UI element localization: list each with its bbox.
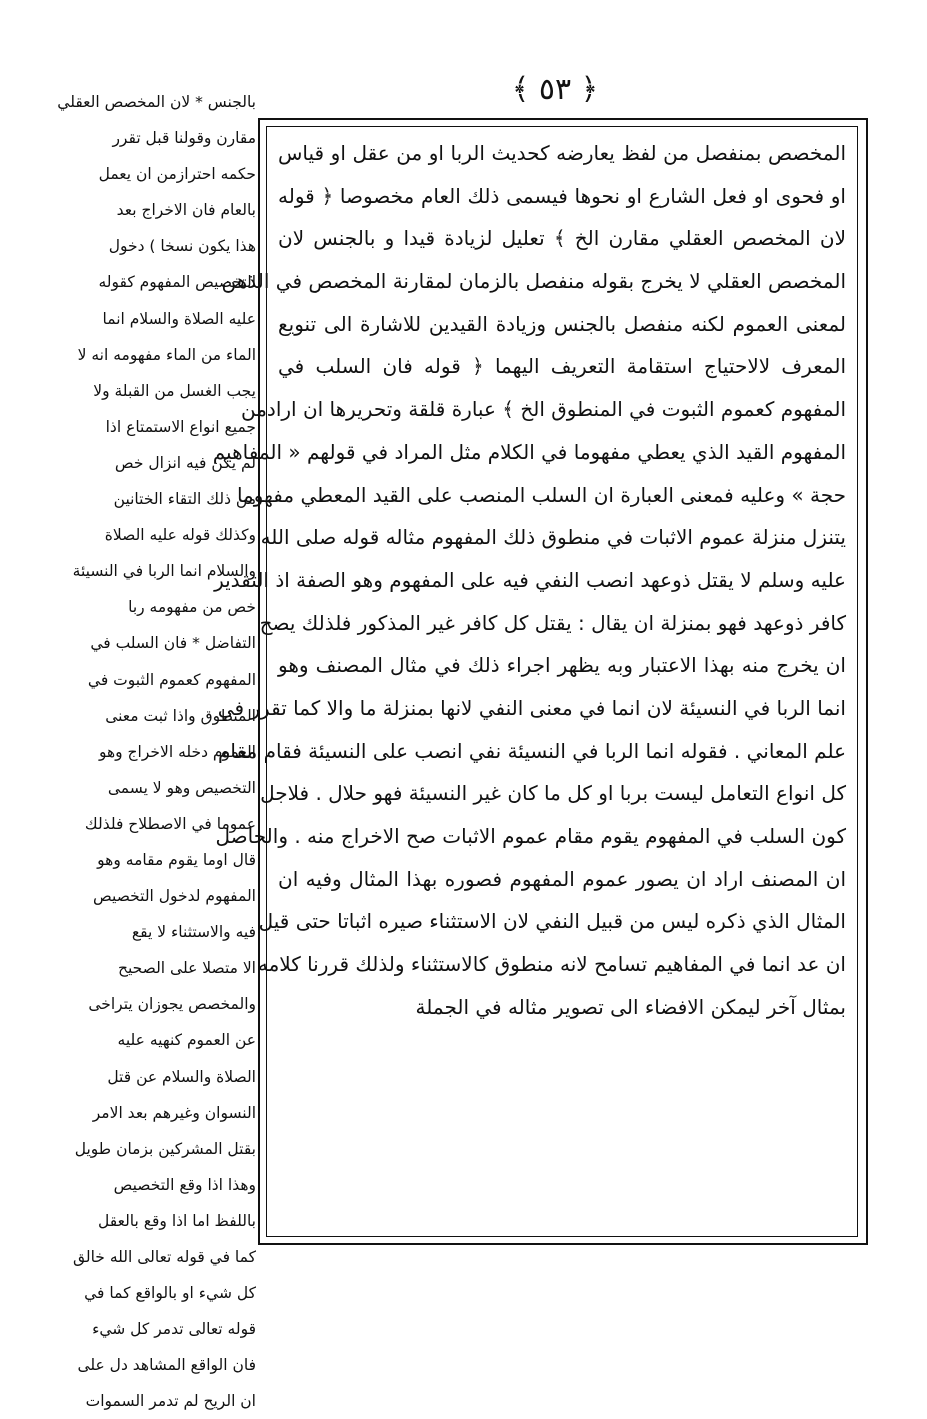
margin-text-line: والمخصص يجوزان يتراخى [88,995,256,1014]
page-number: ﴿ ٥٣ ﴾ [511,72,599,107]
margin-text-line: خص من مفهومه ربا [128,598,256,617]
main-text-line: المفهوم القيد الذي يعطي مفهوما في الكلام مثل المراد في قولهم « المفاهيم [212,439,846,464]
margin-text-line: الماء من الماء مفهومه انه لا [77,345,256,364]
margin-text-line: التخصيص وهو لا يسمى [107,778,256,797]
margin-commentary [4,84,256,1411]
margin-text-line: قال اوما يقوم مقامه وهو [97,850,256,869]
margin-text-line: المفهوم لدخول التخصيص [93,887,256,906]
margin-text-line: ان الريح لم تدمر السموات [85,1392,256,1411]
main-text-line: ان المصنف اراد ان يصور عموم المفهوم فصوره بهذا المثال وفيه ان [278,866,846,891]
main-text-line: بمثال آخر ليمكن الافضاء الى تصوير مثاله في الجملة [415,994,846,1019]
margin-text-line: الا متصلا على الصحيح [117,959,256,978]
margin-text-line: حكمه احترازمن ان يعمل [98,165,256,184]
main-text-line: المفهوم كعموم الثبوت في المنطوق الخ ﴾ عبارة قلقة وتحريرها ان ارادمن [240,397,846,422]
margin-text-line: المفهوم كعموم الثبوت في [87,670,256,689]
margin-text-line: العموم دخله الاخراج وهو [98,742,256,761]
margin-text-line: المنطوق واذا ثبت معنى [105,706,256,725]
margin-text-line: قوله تعالى تدمر كل شيء [92,1320,256,1339]
margin-text-line: الصلاة والسلام عن قتل [107,1067,256,1086]
margin-text-line: مقارن وقولنا قبل تقرر [112,129,256,148]
margin-text-line: كل شيء او بالواقع كما في [84,1284,256,1303]
main-text-block [212,132,846,1228]
main-text-line: علم المعاني . فقوله انما الربا في النسيئة نفي انصب على النسيئة فقام مقام [217,738,846,763]
main-text-line: المثال الذي ذكره ليس من قبيل النفي لان الاستثناء صيره اثباتا حتى قيل [258,909,846,934]
margin-text-line: بالجنس * لان المخصص العقلي [57,93,256,111]
margin-text-line: النسوان وغيرهم بعد الامر [92,1103,256,1122]
main-text-line: ان عد انما في المفاهيم تسامح لانه منطوق كالاستثناء ولذلك قررنا كلامه [257,952,846,977]
margin-text-line: التفاضل * فان السلب في [90,634,256,653]
margin-text-line: من ذلك التقاء الختانين [113,490,256,509]
margin-text-line: عموما في الاصطلاح فلذلك [84,814,256,833]
main-text-line: حجة » وعليه فمعنى العبارة ان السلب المنصب على القيد المعطي مفهوما [236,482,846,507]
main-text-line: لان المخصص العقلي مقارن الخ ﴾ تعليل لزيادة قيدا و بالجنس لان [278,226,846,251]
main-text-line: كل انواع التعامل ليست بربا او كل ما كان غير النسيئة فهو حلال . فلاجل [260,781,846,806]
main-text-line: المعرف لالاحتياج استقامة التعريف اليهما ﴿ قوله فان السلب في [278,354,846,379]
margin-text-line: لم يكن فيه انزال خص [114,453,256,472]
main-text-line: المخصص العقلي لا يخرج بقوله منفصل بالزمان لمقارنة المخصص في الذهن [221,269,846,294]
margin-text-line: جميع انواع الاستمتاع اذا [105,417,256,436]
main-text-line: انما الربا في النسيئة لان انما في معنى النفي لانها بمنزلة ما والا كما تقرر في [217,695,846,720]
margin-text-line: وكذلك قوله عليه الصلاة [104,526,256,545]
margin-text-line: عليه الصلاة والسلام انما [102,309,256,328]
main-text-line: لمعنى العموم لكنه منفصل بالجنس وزيادة القيدين للاشارة الى تنويع [278,311,846,336]
margin-text-line: باللفظ اما اذا وقع بالعقل [98,1211,256,1230]
margin-text-line: فيه والاستثناء لا يقع [131,923,256,942]
margin-text-line: وهذا اذا وقع التخصيص [113,1175,256,1194]
main-text-line: كون السلب في المفهوم يقوم مقام عموم الاثبات صح الاخراج منه . والحاصل [215,824,846,848]
main-text-line: يتنزل منزلة عموم الاثبات في منطوق ذلك المفهوم مثاله قوله صلى الله [260,525,846,550]
margin-text-line: فان الواقع المشاهد دل على [77,1356,256,1375]
margin-text-line: عن العموم كنهيه عليه [117,1031,256,1050]
margin-text-line: هذا يكون نسخا ) دخول [108,237,256,256]
margin-text-line: والسلام انما الربا في النسيئة [72,562,256,581]
margin-text-line: كما في قوله تعالى الله خالق [72,1248,256,1266]
margin-text-line: بالعام فان الاخراج بعد [116,201,256,220]
margin-text-line: يجب الغسل من القبلة ولا [93,381,256,400]
main-text-line: او فحوى او فعل الشارع او نحوها فيسمى ذلك العام مخصوصا ﴿ قوله [278,183,846,208]
main-text-line: ان يخرج منه بهذا الاعتبار وبه يظهر اجراء ذلك في مثال المصنف وهو [278,653,846,678]
margin-text-line: بقتل المشركين بزمان طويل [74,1139,256,1158]
main-text-line: المخصص بمنفصل من لفظ يعارضه كحديث الربا او من عقل او قياس [278,141,846,165]
main-text-line: عليه وسلم لا يقتل ذوعهد انصب النفي فيه على المفهوم وهو الصفة اذ التقدير [214,567,846,592]
margin-text-line: التخصيص المفهوم كقوله [98,273,256,292]
main-text-line: كافر ذوعهد فهو بمنزلة ان يقال : يقتل كل كافر غير المذكور فلذلك يصح [259,610,846,635]
